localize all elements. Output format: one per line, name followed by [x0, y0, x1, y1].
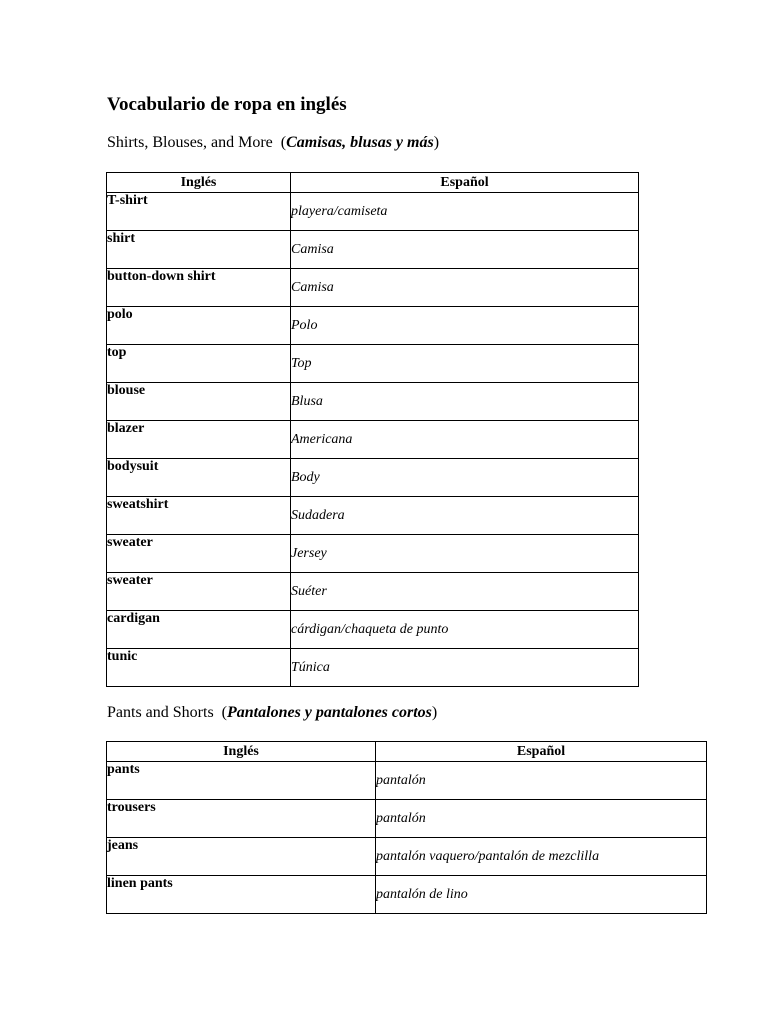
vocab-table-pants: [106, 741, 707, 914]
table-row: [107, 383, 639, 421]
english-term: sweater: [107, 535, 291, 573]
spanish-term: Camisa: [291, 269, 639, 307]
table-header-row: [107, 173, 639, 193]
spanish-term: Blusa: [291, 383, 639, 421]
spanish-term: pantalón: [376, 800, 707, 838]
table-row: [107, 421, 639, 459]
english-term: jeans: [107, 838, 376, 876]
column-header-spanish: Español: [376, 742, 707, 762]
section-heading-es: Pantalones y pantalones cortos: [227, 704, 432, 721]
english-term: sweatshirt: [107, 497, 291, 535]
english-term: button-down shirt: [107, 269, 291, 307]
spanish-term: Sudadera: [291, 497, 639, 535]
spanish-term: cárdigan/chaqueta de punto: [291, 611, 639, 649]
table-row: [107, 535, 639, 573]
section-heading-en: Shirts, Blouses, and More: [107, 134, 273, 151]
spanish-term: pantalón vaquero/pantalón de mezclilla: [376, 838, 707, 876]
table-row: [107, 459, 639, 497]
column-header-spanish: Español: [291, 173, 639, 193]
spanish-term: Suéter: [291, 573, 639, 611]
spanish-term: pantalón de lino: [376, 876, 707, 914]
section-heading-pants: Pants and Shorts (Pantalones y pantalones cortos): [107, 704, 438, 721]
spanish-term: Túnica: [291, 649, 639, 687]
table-header-row: [107, 742, 707, 762]
section-heading-shirts: Shirts, Blouses, and More (Camisas, blusas y más): [107, 134, 440, 151]
english-term: sweater: [107, 573, 291, 611]
spanish-term: playera/camiseta: [291, 193, 639, 231]
spanish-term: Jersey: [291, 535, 639, 573]
english-term: blazer: [107, 421, 291, 459]
table-row: [107, 307, 639, 345]
table-row: [107, 876, 707, 914]
english-term: polo: [107, 307, 291, 345]
spanish-term: Polo: [291, 307, 639, 345]
table-row: [107, 193, 639, 231]
english-term: pants: [107, 762, 376, 800]
table-row: [107, 231, 639, 269]
spanish-term: Top: [291, 345, 639, 383]
spanish-term: Camisa: [291, 231, 639, 269]
table-row: [107, 497, 639, 535]
table-row: [107, 838, 707, 876]
english-term: linen pants: [107, 876, 376, 914]
section-heading-en: Pants and Shorts: [107, 704, 214, 721]
spanish-term: Americana: [291, 421, 639, 459]
document-title: Vocabulario de ropa en inglés: [107, 94, 347, 115]
english-term: T-shirt: [107, 193, 291, 231]
table-row: [107, 649, 639, 687]
english-term: shirt: [107, 231, 291, 269]
table-row: [107, 800, 707, 838]
english-term: bodysuit: [107, 459, 291, 497]
spanish-term: Body: [291, 459, 639, 497]
table-row: [107, 762, 707, 800]
vocab-table-shirts: [106, 172, 639, 687]
english-term: top: [107, 345, 291, 383]
column-header-english: Inglés: [107, 173, 291, 193]
column-header-english: Inglés: [107, 742, 376, 762]
table-row: [107, 573, 639, 611]
table-row: [107, 611, 639, 649]
section-heading-es: Camisas, blusas y más: [286, 134, 434, 151]
table-row: [107, 345, 639, 383]
spanish-term: pantalón: [376, 762, 707, 800]
english-term: tunic: [107, 649, 291, 687]
english-term: trousers: [107, 800, 376, 838]
english-term: blouse: [107, 383, 291, 421]
table-row: [107, 269, 639, 307]
english-term: cardigan: [107, 611, 291, 649]
